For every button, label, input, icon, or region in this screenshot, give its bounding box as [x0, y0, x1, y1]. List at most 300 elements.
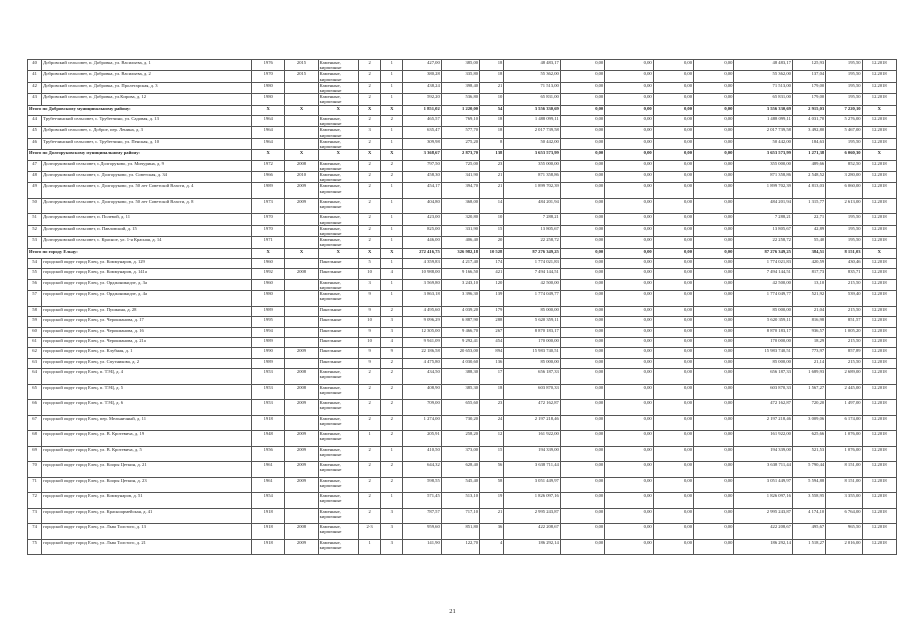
- table-cell: 3 653 573,99: [734, 150, 793, 160]
- table-cell: 1964: [252, 127, 285, 138]
- table-cell: 18,29: [792, 337, 825, 347]
- table-cell: 10: [480, 214, 504, 225]
- table-cell: Каменные, кирпичные: [318, 160, 358, 171]
- table-cell: 9: [359, 306, 381, 316]
- table-cell: 0,00: [694, 400, 734, 416]
- table-cell: 4: [480, 539, 504, 555]
- table-cell: 0,00: [694, 431, 734, 447]
- table-cell: 446,00: [403, 237, 441, 248]
- table-cell: 0,00: [605, 477, 653, 493]
- table-cell: 385,00: [441, 60, 479, 71]
- table-cell: 835,71: [826, 269, 862, 279]
- table-cell: 42: [28, 82, 42, 93]
- table-cell: 5 276,00: [826, 116, 862, 127]
- table-cell: 331,90: [441, 225, 479, 236]
- table-cell: 85 000,00: [734, 358, 793, 368]
- table-cell: 0,00: [560, 259, 604, 269]
- address-cell: городской округ город Елец, ул. Кооры Цеткин, д. 23: [42, 477, 252, 493]
- address-cell: Долгоруковский сельсовет, с. Долгоруково, ул. 50 лет Советской Власти, д. 4: [42, 183, 252, 199]
- table-cell: 7 494 144,51: [734, 269, 793, 279]
- table-cell: 12.2018: [862, 306, 896, 316]
- table-cell: X: [862, 248, 896, 258]
- table-cell: 1918: [252, 539, 285, 555]
- table-cell: 385,30: [441, 384, 479, 400]
- table-cell: 0,00: [653, 431, 693, 447]
- table-cell: 15: [480, 446, 504, 462]
- table-cell: 170 000,00: [734, 337, 793, 347]
- table-cell: 6 060,00: [826, 183, 862, 199]
- table-cell: 0,00: [560, 150, 604, 160]
- table-cell: 0,00: [605, 214, 653, 225]
- table-row: [28, 198, 897, 214]
- address-cell: городской округ город Елец, п. ТЭЦ, д. 4: [42, 369, 252, 385]
- table-cell: 0,00: [694, 172, 734, 183]
- table-cell: 1971: [252, 237, 285, 248]
- table-cell: X: [381, 248, 403, 258]
- table-cell: 0,00: [694, 279, 734, 290]
- table-cell: 0,00: [694, 116, 734, 127]
- table-cell: 404,80: [403, 198, 441, 214]
- table-cell: 12.2018: [862, 337, 896, 347]
- table-cell: 0,00: [560, 446, 604, 462]
- table-cell: 61: [28, 337, 42, 347]
- table-cell: 18: [480, 116, 504, 127]
- table-cell: 10: [359, 269, 381, 279]
- table-cell: 1989: [252, 306, 285, 316]
- table-cell: 71: [28, 477, 42, 493]
- table-cell: 43: [28, 94, 42, 105]
- table-cell: 2 445,00: [826, 384, 862, 400]
- table-cell: 1 076,00: [826, 446, 862, 462]
- table-cell: 1 518,27: [792, 539, 825, 555]
- table-cell: 65 831,00: [734, 94, 793, 105]
- table-cell: 0,00: [694, 384, 734, 400]
- table-cell: 1: [381, 60, 403, 71]
- table-cell: X: [862, 150, 896, 160]
- table-cell: 65: [28, 384, 42, 400]
- table-row: [28, 183, 897, 199]
- table-cell: 3 243,10: [441, 279, 479, 290]
- table-cell: 0,00: [694, 237, 734, 248]
- table-cell: 309,98: [403, 138, 441, 149]
- table-cell: 12.2018: [862, 415, 896, 431]
- table-cell: 48 483,17: [504, 60, 561, 71]
- table-cell: Каменные, кирпичные: [318, 524, 358, 540]
- table-cell: 368,00: [441, 198, 479, 214]
- table-cell: 161 922,00: [504, 431, 561, 447]
- table-cell: 2: [381, 462, 403, 478]
- table-cell: [285, 237, 318, 248]
- table-cell: 720,20: [792, 400, 825, 416]
- table-cell: 472 162,87: [734, 400, 793, 416]
- table-cell: 0,00: [560, 337, 604, 347]
- table-row: [28, 71, 897, 82]
- table-cell: X: [359, 105, 381, 115]
- table-cell: 0,00: [653, 508, 693, 524]
- table-cell: 12.2018: [862, 71, 896, 82]
- table-cell: 13 805,67: [734, 225, 793, 236]
- table-cell: 2: [359, 214, 381, 225]
- table-cell: 2-3: [359, 524, 381, 540]
- table-cell: 0,00: [694, 348, 734, 358]
- table-cell: 0,00: [694, 82, 734, 93]
- table-cell: 3: [359, 279, 381, 290]
- table-cell: 871 358,86: [504, 172, 561, 183]
- table-cell: 161 922,00: [734, 431, 793, 447]
- table-cell: 3 556 330,69: [504, 105, 561, 115]
- table-cell: 21: [480, 82, 504, 93]
- table-row: [28, 225, 897, 236]
- table-cell: 275,20: [441, 138, 479, 149]
- table-cell: 3 638 711,44: [734, 462, 793, 478]
- table-cell: 57: [28, 291, 42, 307]
- table-cell: 12.2018: [862, 462, 896, 478]
- table-row: [28, 172, 897, 183]
- table-cell: 1964: [252, 116, 285, 127]
- address-cell: Трубетчинский сельсовет, с. Трубетчино, ул. Пенская, д. 10: [42, 138, 252, 149]
- table-cell: Каменные, кирпичные: [318, 431, 358, 447]
- table-cell: 8 870 183,17: [504, 327, 561, 337]
- table-cell: 521,53: [792, 446, 825, 462]
- table-cell: 48 483,17: [734, 60, 793, 71]
- table-cell: 2009: [285, 348, 318, 358]
- table-row: [28, 508, 897, 524]
- table-cell: 4 031,70: [792, 116, 825, 127]
- address-cell: городской округ город Елец, ул. В. Кротевича, д. 19: [42, 431, 252, 447]
- table-cell: 1964: [252, 138, 285, 149]
- table-cell: Каменные, кирпичные: [318, 60, 358, 71]
- table-cell: 2: [359, 160, 381, 171]
- table-cell: 12.2018: [862, 508, 896, 524]
- table-cell: 15 983 740,51: [504, 348, 561, 358]
- table-cell: 1953: [252, 384, 285, 400]
- address-cell: Долгоруковский сельсовет, с.Долгоруково, ул. Мичурина, д. 9: [42, 160, 252, 171]
- table-cell: 3 280,00: [826, 172, 862, 183]
- table-cell: 0,00: [560, 105, 604, 115]
- table-cell: 2: [359, 172, 381, 183]
- table-cell: 7 220,10: [826, 105, 862, 115]
- table-cell: 0,00: [653, 172, 693, 183]
- table-cell: 18: [480, 127, 504, 138]
- table-cell: 472 162,87: [504, 400, 561, 416]
- table-cell: X: [318, 248, 358, 258]
- table-cell: Каменные, кирпичные: [318, 384, 358, 400]
- table-cell: Панельные: [318, 348, 358, 358]
- table-cell: Каменные, кирпичные: [318, 225, 358, 236]
- table-cell: 195,50: [826, 71, 862, 82]
- table-cell: 215,50: [826, 337, 862, 347]
- table-cell: 65 831,00: [504, 94, 561, 105]
- table-cell: 8 151,03: [826, 248, 862, 258]
- table-cell: 1 497,00: [826, 400, 862, 416]
- table-cell: 0,00: [694, 127, 734, 138]
- table-cell: 1 899 702,39: [734, 183, 793, 199]
- table-cell: 1980: [252, 82, 285, 93]
- table-cell: 6 887,90: [441, 317, 479, 327]
- table-cell: X: [285, 105, 318, 115]
- table-cell: 12.2018: [862, 348, 896, 358]
- table-cell: 434,50: [403, 369, 441, 385]
- table-cell: 194 339,00: [504, 446, 561, 462]
- table-cell: 3 653 573,99: [504, 150, 561, 160]
- table-cell: 8: [480, 138, 504, 149]
- table-cell: 4 813,03: [792, 183, 825, 199]
- table-cell: 635,47: [403, 127, 441, 138]
- table-cell: 2008: [285, 384, 318, 400]
- table-cell: 13,10: [792, 279, 825, 290]
- table-cell: [285, 214, 318, 225]
- table-cell: 2: [381, 369, 403, 385]
- table-cell: 521,92: [792, 291, 825, 307]
- table-cell: 0,00: [653, 248, 693, 258]
- table-cell: 2: [359, 415, 381, 431]
- table-cell: [285, 259, 318, 269]
- table-row: [28, 60, 897, 71]
- table-cell: [285, 415, 318, 431]
- table-row: [28, 279, 897, 290]
- table-cell: 12.2018: [862, 138, 896, 149]
- table-cell: 12.2018: [862, 183, 896, 199]
- table-cell: 195,50: [826, 214, 862, 225]
- table-cell: 2: [381, 116, 403, 127]
- table-cell: 9: [359, 348, 381, 358]
- table-cell: 22 186,58: [403, 348, 441, 358]
- table-cell: 9: [359, 291, 381, 307]
- table-cell: 0,00: [653, 138, 693, 149]
- table-cell: 17: [480, 369, 504, 385]
- table-cell: 2 915,03: [792, 105, 825, 115]
- table-cell: 12.2018: [862, 358, 896, 368]
- table-cell: 8 151,00: [826, 462, 862, 478]
- table-cell: 12.2018: [862, 291, 896, 307]
- table-cell: Каменные, кирпичные: [318, 369, 358, 385]
- table-cell: 959,60: [403, 524, 441, 540]
- table-cell: 54: [28, 259, 42, 269]
- table-cell: 0,00: [605, 116, 653, 127]
- table-cell: 10: [480, 94, 504, 105]
- table-cell: 1960: [252, 279, 285, 290]
- table-cell: 592,20: [403, 94, 441, 105]
- table-cell: 656 187,33: [504, 369, 561, 385]
- table-cell: Каменные, кирпичные: [318, 493, 358, 509]
- table-cell: 2: [359, 508, 381, 524]
- table-cell: 1: [381, 71, 403, 82]
- table-cell: 7 288,21: [734, 214, 793, 225]
- table-cell: 1: [359, 431, 381, 447]
- table-cell: 50 442,00: [734, 138, 793, 149]
- table-cell: 0,00: [605, 198, 653, 214]
- table-cell: 655,60: [441, 400, 479, 416]
- table-cell: 4: [381, 269, 403, 279]
- table-cell: 205,91: [403, 431, 441, 447]
- table-cell: 1: [381, 82, 403, 93]
- table-cell: 603 870,33: [504, 384, 561, 400]
- table-row: [28, 291, 897, 307]
- table-cell: 2 017 739,58: [504, 127, 561, 138]
- table-cell: 598,55: [403, 477, 441, 493]
- table-cell: 0,00: [653, 160, 693, 171]
- table-cell: Каменные, кирпичные: [318, 462, 358, 478]
- table-cell: 0,00: [653, 415, 693, 431]
- table-cell: 0,00: [653, 94, 693, 105]
- table-cell: 3: [381, 317, 403, 327]
- table-cell: 10: [359, 317, 381, 327]
- table-cell: 430,46: [826, 259, 862, 269]
- table-cell: 12.2018: [862, 82, 896, 93]
- table-cell: 1 076,00: [826, 431, 862, 447]
- table-cell: Панельные: [318, 306, 358, 316]
- table-cell: 0,00: [560, 431, 604, 447]
- table-row: [28, 317, 897, 327]
- table-cell: 2 995 243,87: [504, 508, 561, 524]
- table-row: [28, 259, 897, 269]
- table-cell: Каменные, кирпичные: [318, 400, 358, 416]
- address-cell: Добровский сельсовет, п. Добровка, ул.Кирова, д. 12: [42, 94, 252, 105]
- table-cell: 0,00: [605, 306, 653, 316]
- table-cell: 1990: [252, 348, 285, 358]
- table-cell: 2009: [285, 431, 318, 447]
- table-cell: 72: [28, 493, 42, 509]
- table-cell: 179: [480, 306, 504, 316]
- table-cell: 2009: [285, 539, 318, 555]
- table-cell: 0,00: [653, 60, 693, 71]
- table-cell: 2: [381, 160, 403, 171]
- address-cell: городской округ город Елец, ул. Коммунаров, д. 141а: [42, 269, 252, 279]
- table-cell: 12.2018: [862, 269, 896, 279]
- table-cell: 1 271,38: [792, 150, 825, 160]
- table-cell: 1992: [252, 269, 285, 279]
- table-cell: Каменные, кирпичные: [318, 415, 358, 431]
- table-cell: 1 274,00: [403, 415, 441, 431]
- table-row: [28, 415, 897, 431]
- table-cell: Панельные: [318, 259, 358, 269]
- table-cell: 40: [28, 60, 42, 71]
- table-cell: 0,00: [605, 524, 653, 540]
- table-cell: 2009: [285, 198, 318, 214]
- address-cell: городской округ город Елец, ул. Орджоникидзе, д. 4а: [42, 291, 252, 307]
- table-cell: 355 000,00: [504, 160, 561, 171]
- table-cell: 817,73: [792, 269, 825, 279]
- total-label: Итого по городу Ельцу:: [28, 248, 252, 258]
- table-cell: 1918: [252, 415, 285, 431]
- table-cell: 69: [28, 446, 42, 462]
- table-cell: 484 201,94: [734, 198, 793, 214]
- table-cell: 0,00: [560, 116, 604, 127]
- table-cell: 0,00: [605, 60, 653, 71]
- table-row: [28, 138, 897, 149]
- table-cell: 1 315,77: [792, 198, 825, 214]
- table-cell: 0,00: [653, 71, 693, 82]
- table-cell: 0,00: [605, 415, 653, 431]
- table-cell: 55: [28, 269, 42, 279]
- table-row: [28, 493, 897, 509]
- table-cell: 5 467,00: [826, 127, 862, 138]
- table-cell: [285, 94, 318, 105]
- table-cell: 1960: [252, 259, 285, 269]
- table-row: [28, 327, 897, 337]
- table-cell: 1953: [252, 400, 285, 416]
- table-cell: 1970: [252, 225, 285, 236]
- table-cell: 3 368,67: [403, 150, 441, 160]
- table-cell: 9 166,50: [441, 269, 479, 279]
- table-cell: 0,00: [560, 94, 604, 105]
- table-cell: 0,00: [560, 462, 604, 478]
- table-cell: 1: [381, 198, 403, 214]
- table-cell: 454,17: [403, 183, 441, 199]
- table-cell: [285, 82, 318, 93]
- table-cell: 195,50: [826, 82, 862, 93]
- table-cell: 20 653,00: [441, 348, 479, 358]
- table-cell: 1995: [252, 317, 285, 327]
- table-cell: 7 288,21: [504, 214, 561, 225]
- table-cell: 6 764,00: [826, 508, 862, 524]
- table-cell: 0,00: [605, 493, 653, 509]
- table-cell: [285, 138, 318, 149]
- table-cell: 56: [28, 279, 42, 290]
- table-cell: 871 358,86: [734, 172, 793, 183]
- table-cell: 0,00: [560, 172, 604, 183]
- table-cell: 12.2018: [862, 279, 896, 290]
- table-cell: 2 016,00: [826, 539, 862, 555]
- table-cell: 0,00: [605, 431, 653, 447]
- address-cell: городской округ город Елец, ул. Льва Толстого, д. 21: [42, 539, 252, 555]
- table-cell: 384,51: [792, 248, 825, 258]
- table-cell: 513,10: [441, 493, 479, 509]
- table-cell: 388,30: [441, 369, 479, 385]
- table-row: [28, 116, 897, 127]
- table-cell: 3 492,80: [792, 127, 825, 138]
- table-row: [28, 94, 897, 105]
- table-cell: 1: [359, 539, 381, 555]
- address-cell: городской округ город Елец, ул. Красноармейская, д. 41: [42, 508, 252, 524]
- table-cell: 36: [480, 524, 504, 540]
- table-cell: X: [285, 150, 318, 160]
- table-cell: 12.2018: [862, 524, 896, 540]
- table-cell: 0,00: [560, 291, 604, 307]
- table-cell: 571,45: [403, 493, 441, 509]
- table-cell: 87 276 349,25: [504, 248, 561, 258]
- table-cell: 215,50: [826, 306, 862, 316]
- table-cell: 0,00: [605, 138, 653, 149]
- table-cell: 0,00: [694, 477, 734, 493]
- table-cell: 420,59: [792, 259, 825, 269]
- table-cell: 0,00: [605, 462, 653, 478]
- table-cell: 2 689,00: [826, 369, 862, 385]
- table-cell: 0,00: [653, 82, 693, 93]
- table-cell: 2: [359, 60, 381, 71]
- table-cell: 4 359,83: [403, 259, 441, 269]
- table-cell: 857,89: [826, 348, 862, 358]
- table-cell: 2: [381, 172, 403, 183]
- table-cell: 0,00: [605, 384, 653, 400]
- table-cell: 0,00: [694, 138, 734, 149]
- table-cell: 0,00: [653, 306, 693, 316]
- table-cell: 1948: [252, 431, 285, 447]
- table-cell: 0,00: [560, 248, 604, 258]
- address-cell: городской округ город Елец, ул. Спутникова, д. 2: [42, 358, 252, 368]
- table-cell: 2008: [285, 160, 318, 171]
- table-cell: 0,00: [653, 337, 693, 347]
- table-cell: 15 983 740,51: [734, 348, 793, 358]
- table-row: [28, 237, 897, 248]
- table-cell: 1970: [252, 71, 285, 82]
- table-cell: 0,00: [560, 358, 604, 368]
- table-cell: 56: [480, 462, 504, 478]
- table-cell: 0,00: [560, 237, 604, 248]
- table-cell: 1 826 097,16: [734, 493, 793, 509]
- table-cell: Панельные: [318, 327, 358, 337]
- table-cell: 1 689,93: [792, 369, 825, 385]
